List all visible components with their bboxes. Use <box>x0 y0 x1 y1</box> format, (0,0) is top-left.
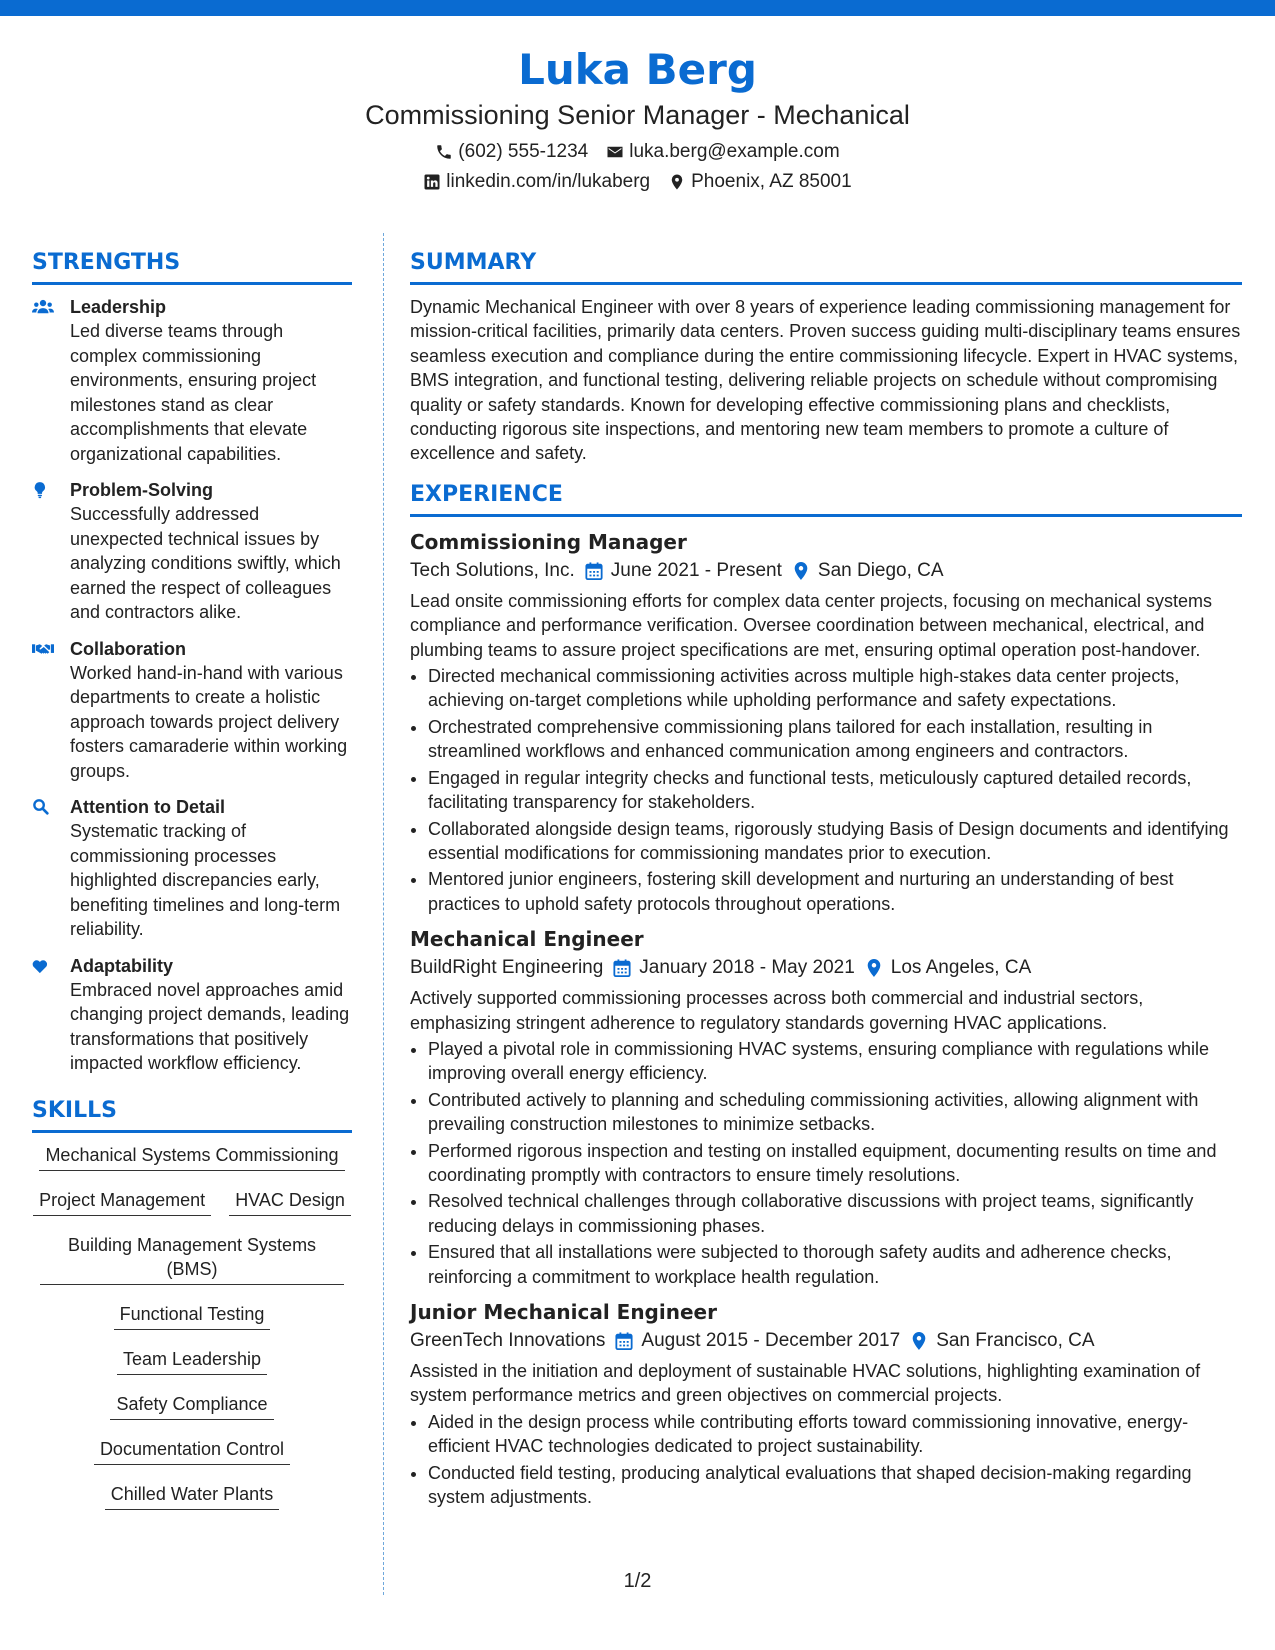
strength-desc: Embraced novel approaches amid changing project demands, leading transformations that positively impacted workflow efficiency. <box>70 979 350 1073</box>
map-pin-icon <box>792 561 810 581</box>
strength-title: Leadership <box>70 297 167 317</box>
job-entry <box>410 924 1242 1289</box>
skill-tag: Documentation Control <box>94 1437 290 1465</box>
job-role: Mechanical Engineer <box>410 927 644 952</box>
list-item: • Contributed actively to planning and scheduling commissioning activities, allowing alignment with prevailing construction milestones to minimize setbacks. <box>428 1088 1242 1137</box>
strength-item <box>32 637 352 784</box>
map-pin-icon <box>910 1331 928 1351</box>
phone-contact <box>435 140 588 164</box>
location-text: Phoenix, AZ 85001 <box>691 171 852 192</box>
strength-desc: Successfully addressed unexpected technical issues by analyzing conditions swiftly, which earned the respect of colleagues and contractors alike. <box>70 504 341 622</box>
experience-heading: EXPERIENCE <box>410 480 1242 517</box>
job-meta <box>410 557 1242 585</box>
list-item: • Engaged in regular integrity checks and functional tests, meticulously captured detailed records, facilitating transparency for stakeholders. <box>428 766 1242 815</box>
strength-title: Problem-Solving <box>70 480 214 500</box>
right-column <box>410 248 1242 1517</box>
page-number: 1/2 <box>623 1570 652 1592</box>
candidate-title: Commissioning Senior Manager - Mechanical <box>365 100 910 130</box>
job-role: Commissioning Manager <box>410 529 687 554</box>
strength-item <box>32 295 352 466</box>
skills-heading: SKILLS <box>32 1096 352 1133</box>
strength-title: Adaptability <box>70 955 174 976</box>
calendar-icon <box>613 958 631 978</box>
email-text: luka.berg@example.com <box>629 141 840 162</box>
strength-desc: Worked hand-in-hand with various departments to create a holistic approach towards project delivery fosters camaraderie within working groups. <box>70 662 348 781</box>
skill-tag: Project Management <box>33 1188 211 1216</box>
job-dates: August 2015 - December 2017 <box>641 1330 901 1351</box>
phone-text: (602) 555-1234 <box>458 141 589 162</box>
candidate-name: Luka Berg <box>518 45 757 94</box>
skill-tag: Safety Compliance <box>110 1392 273 1420</box>
job-entry <box>410 527 1242 916</box>
job-company: BuildRight Engineering <box>410 957 604 979</box>
list-item: • Directed mechanical commissioning activities across multiple high-stakes data center projects, achieving on-target completions while upholding performance and safety expectations. <box>428 664 1242 713</box>
list-item: • Resolved technical challenges through collaborative discussions with project teams, significantly reducing delays in commissioning phases. <box>428 1189 1242 1238</box>
column-divider <box>383 233 384 1595</box>
skill-tag: Building Management Systems (BMS) <box>40 1233 344 1285</box>
job-bullets <box>410 1410 1242 1510</box>
resume-header <box>0 44 1275 194</box>
list-item: • Played a pivotal role in commissioning HVAC systems, ensuring compliance with regulations while improving overall energy efficiency. <box>428 1037 1242 1086</box>
job-location: Los Angeles, CA <box>890 957 1032 979</box>
skill-tag: Chilled Water Plants <box>105 1482 279 1510</box>
map-pin-icon <box>668 173 686 191</box>
strength-desc: Led diverse teams through complex commissioning environments, ensuring project milestones stand as clear accomplishments that elevate organizational capabilities. <box>70 321 317 464</box>
phone-icon <box>435 143 453 161</box>
job-company: Tech Solutions, Inc. <box>410 559 575 581</box>
lightbulb-icon <box>32 480 54 500</box>
top-accent-bar <box>0 0 1275 16</box>
linkedin-text: linkedin.com/in/lukaberg <box>446 171 651 192</box>
linkedin-icon <box>423 173 441 191</box>
job-location: San Diego, CA <box>817 559 944 581</box>
job-role: Junior Mechanical Engineer <box>410 1300 717 1324</box>
job-description: Lead onsite commissioning efforts for complex data center projects, focusing on mechanical systems compliance and performance verification. Oversee coordination between mechanical, electrical, and plumbing teams to assure project specifications are met, ensuring optimal operation post-handover. <box>410 590 1213 660</box>
left-column <box>32 248 352 1527</box>
skill-tag: Team Leadership <box>117 1347 267 1375</box>
calendar-icon <box>615 1331 633 1351</box>
list-item: • Performed rigorous inspection and testing on installed equipment, documenting results on time and coordinating promptly with contractors to ensure timely resolutions. <box>428 1139 1242 1188</box>
users-icon <box>32 297 54 317</box>
summary-heading: SUMMARY <box>410 248 1242 285</box>
job-description: Assisted in the initiation and deployment of sustainable HVAC solutions, highlighting examination of system performance metrics and green objectives on commercial projects. <box>410 1361 1201 1406</box>
job-meta <box>410 954 1242 982</box>
handshake-icon <box>32 639 54 659</box>
strengths-heading: STRENGTHS <box>32 248 352 285</box>
list-item: • Collaborated alongside design teams, rigorously studying Basis of Design documents and identifying essential modifications for commissioning mandates prior to execution. <box>428 817 1242 866</box>
list-item: • Orchestrated comprehensive commissioning plans tailored for each installation, resulting in streamlined workflows and enhanced communication among engineers and contractors. <box>428 715 1242 764</box>
job-entry <box>410 1297 1242 1509</box>
strength-title: Attention to Detail <box>70 797 225 817</box>
job-bullets <box>410 664 1242 916</box>
strength-item <box>32 478 352 625</box>
location-contact <box>668 170 852 194</box>
search-icon <box>32 797 54 817</box>
skill-tag: Mechanical Systems Commissioning <box>39 1143 344 1171</box>
contact-row-2 <box>0 170 1275 194</box>
list-item: • Mentored junior engineers, fostering skill development and nurturing an understanding of best practices to uphold safety protocols throughout operations. <box>428 867 1242 916</box>
job-bullets <box>410 1037 1242 1289</box>
list-item: • Ensured that all installations were subjected to thorough safety audits and adherence checks, reinforcing a commitment to workplace health regulation. <box>428 1240 1242 1289</box>
envelope-icon <box>606 143 624 161</box>
strength-item <box>32 954 352 1076</box>
strength-desc: Systematic tracking of commissioning processes highlighted discrepancies early, benefiting timelines and long-term reliability. <box>70 821 341 939</box>
heart-icon <box>32 956 54 976</box>
job-location: San Francisco, CA <box>936 1330 1095 1351</box>
linkedin-contact[interactable] <box>423 170 650 194</box>
list-item: • Aided in the design process while contributing efforts toward commissioning innovative, energy-efficient HVAC technologies dedicated to project sustainability. <box>428 1410 1242 1459</box>
skill-tag: HVAC Design <box>229 1188 351 1216</box>
job-description: Actively supported commissioning processes across both commercial and industrial sectors, emphasizing stringent adherence to regulatory standards governing HVAC applications. <box>410 988 1144 1033</box>
job-company: GreenTech Innovations <box>410 1330 606 1351</box>
contact-row-1 <box>0 140 1275 164</box>
calendar-icon <box>585 561 603 581</box>
strength-title: Collaboration <box>70 638 186 659</box>
skill-tag: Functional Testing <box>114 1302 271 1330</box>
summary-text: Dynamic Mechanical Engineer with over 8 years of experience leading commissioning management for mission-critical facilities, primarily data centers. Proven success guiding multi-disciplinary teams ensures seamless execution and compliance during the entire commissioning lifecycle. Expert in HVAC systems, BMS integration, and functional testing, delivering reliable projects on schedule without compromising quality or safety standards. Known for developing effective commissioning plans and checklists, conducting rigorous site inspections, and mentoring new team members to promote a culture of excellence and safety. <box>410 297 1241 464</box>
skills-list <box>32 1143 352 1510</box>
map-pin-icon <box>865 958 883 978</box>
email-contact[interactable] <box>606 140 839 164</box>
strength-item <box>32 795 352 942</box>
job-dates: January 2018 - May 2021 <box>639 957 855 979</box>
list-item: • Conducted field testing, producing analytical evaluations that shaped decision-making regarding system adjustments. <box>428 1461 1242 1510</box>
job-meta <box>410 1327 1242 1355</box>
job-dates: June 2021 - Present <box>610 559 782 581</box>
